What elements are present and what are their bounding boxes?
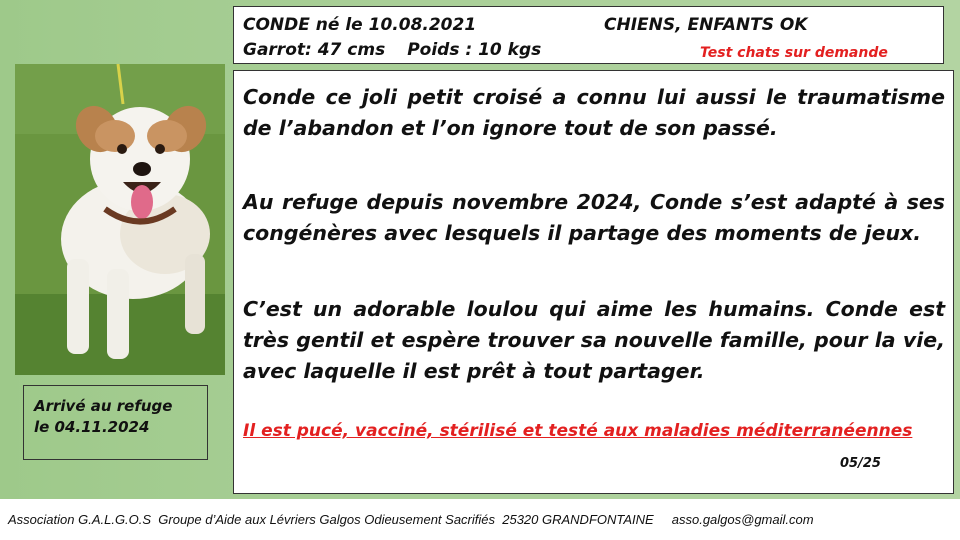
dog-photo bbox=[15, 64, 225, 375]
dog-info-header bbox=[233, 6, 944, 64]
cats-test-note: Test chats sur demande bbox=[700, 45, 888, 61]
dog-name-birthdate: CONDE né le 10.08.2021 bbox=[243, 15, 477, 35]
description-paragraph-3: C’est un adorable loulou qui aime les humains. Conde est très gentil et espère trouver sa nouvelle famille, pour la vie, avec laquelle il est prêt à tout partager. bbox=[243, 297, 945, 383]
description-paragraph-1: Conde ce joli petit croisé a connu lui aussi le traumatisme de l’abandon et l’on ignore tout de son passé. bbox=[243, 85, 945, 140]
header-line-2 bbox=[243, 40, 541, 60]
page-number: 05/25 bbox=[840, 456, 881, 471]
header-line-1 bbox=[243, 15, 808, 35]
weight-text: Poids : 10 kgs bbox=[407, 40, 542, 60]
description-box bbox=[233, 70, 954, 494]
compatibility-text: CHIENS, ENFANTS OK bbox=[604, 15, 808, 35]
description-paragraph-2: Au refuge depuis novembre 2024, Conde s’est adapté à ses congénères avec lesquels il partage des moments de jeux. bbox=[243, 190, 945, 245]
footer-text: Association G.A.L.G.O.S Groupe d’Aide aux Lévriers Galgos Odieusement Sacrifiés 25320 GRANDFONTAINE asso.galgos@gmail.com bbox=[8, 512, 814, 527]
arrival-date: le 04.11.2024 bbox=[34, 418, 150, 436]
footer bbox=[0, 499, 960, 540]
height-text: Garrot: 47 cms bbox=[243, 40, 386, 60]
arrival-label: Arrivé au refuge bbox=[34, 397, 173, 415]
health-status: Il est pucé, vacciné, stérilisé et testé aux maladies méditerranéennes bbox=[243, 421, 913, 441]
arrival-date-box bbox=[23, 385, 208, 460]
